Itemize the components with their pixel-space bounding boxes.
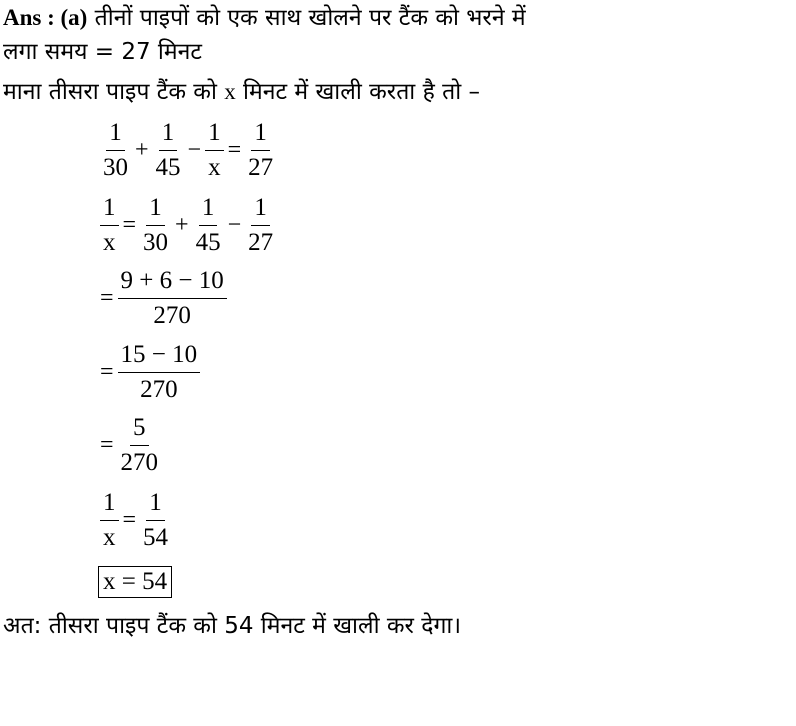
- fraction: [193, 193, 224, 258]
- numerator: 9 + 6 − 10: [118, 266, 227, 299]
- numerator: 1: [205, 118, 224, 151]
- fraction: [245, 193, 276, 258]
- fraction: [140, 193, 171, 258]
- equals-operator: =: [100, 359, 114, 385]
- denominator: 27: [248, 154, 274, 181]
- equation-5: [98, 413, 163, 478]
- denominator: 45: [155, 154, 181, 181]
- answer-label: Ans : (a): [3, 5, 88, 30]
- denominator: 30: [143, 229, 169, 256]
- answer-line-2: लगा समय = 27 मिनट: [3, 39, 202, 65]
- minus-operator: −: [227, 212, 242, 238]
- equation-2: [98, 193, 278, 258]
- denominator: x: [208, 154, 221, 181]
- fraction: [205, 118, 224, 183]
- answer-line-1-text: तीनों पाइपों को एक साथ खोलने पर टैंक को भरने में: [94, 5, 526, 31]
- plus-operator: +: [135, 137, 149, 163]
- fraction: [100, 118, 131, 183]
- boxed-result: x = 54: [98, 566, 172, 598]
- numerator: 15 − 10: [118, 340, 201, 373]
- denominator: 54: [143, 524, 169, 551]
- equals-operator: =: [100, 432, 114, 458]
- fraction: [118, 413, 162, 478]
- numerator: 1: [100, 193, 119, 226]
- fraction: [140, 488, 171, 553]
- equals-operator: =: [227, 137, 242, 163]
- denominator: 27: [248, 229, 274, 256]
- denominator: x: [103, 229, 116, 256]
- numerator: 1: [100, 488, 119, 521]
- numerator: 1: [251, 193, 270, 226]
- fraction: [100, 193, 119, 258]
- plus-operator: +: [175, 212, 189, 238]
- numerator: 1: [146, 488, 165, 521]
- denominator: 270: [153, 302, 191, 329]
- assumption-variable: x: [224, 79, 236, 104]
- denominator: 270: [140, 376, 178, 403]
- equation-6: [98, 488, 173, 553]
- assumption-line: [3, 77, 480, 107]
- fraction: [153, 118, 184, 183]
- equals-operator: =: [100, 285, 114, 311]
- numerator: 1: [106, 118, 125, 151]
- assumption-pre: माना तीसरा पाइप टैंक को: [3, 79, 217, 105]
- conclusion-line: अत: तीसरा पाइप टैंक को 54 मिनट में खाली कर देगा।: [3, 613, 462, 639]
- equation-1: [98, 118, 278, 183]
- result-row: [98, 566, 172, 598]
- numerator: 1: [159, 118, 178, 151]
- numerator: 1: [251, 118, 270, 151]
- equation-4: [98, 340, 202, 405]
- equals-operator: =: [122, 507, 137, 533]
- minus-operator: −: [187, 137, 202, 163]
- fraction: [118, 340, 201, 405]
- numerator: 5: [130, 413, 149, 446]
- equals-operator: =: [122, 212, 137, 238]
- numerator: 1: [146, 193, 165, 226]
- denominator: 30: [103, 154, 128, 181]
- answer-line-1: [3, 3, 526, 33]
- numerator: 1: [199, 193, 218, 226]
- equation-3: [98, 266, 229, 331]
- assumption-post: मिनट में खाली करता है तो –: [243, 79, 480, 105]
- fraction: [245, 118, 276, 183]
- fraction: [118, 266, 227, 331]
- denominator: 270: [120, 449, 159, 476]
- fraction: [100, 488, 119, 553]
- denominator: 45: [195, 229, 221, 256]
- denominator: x: [103, 524, 116, 551]
